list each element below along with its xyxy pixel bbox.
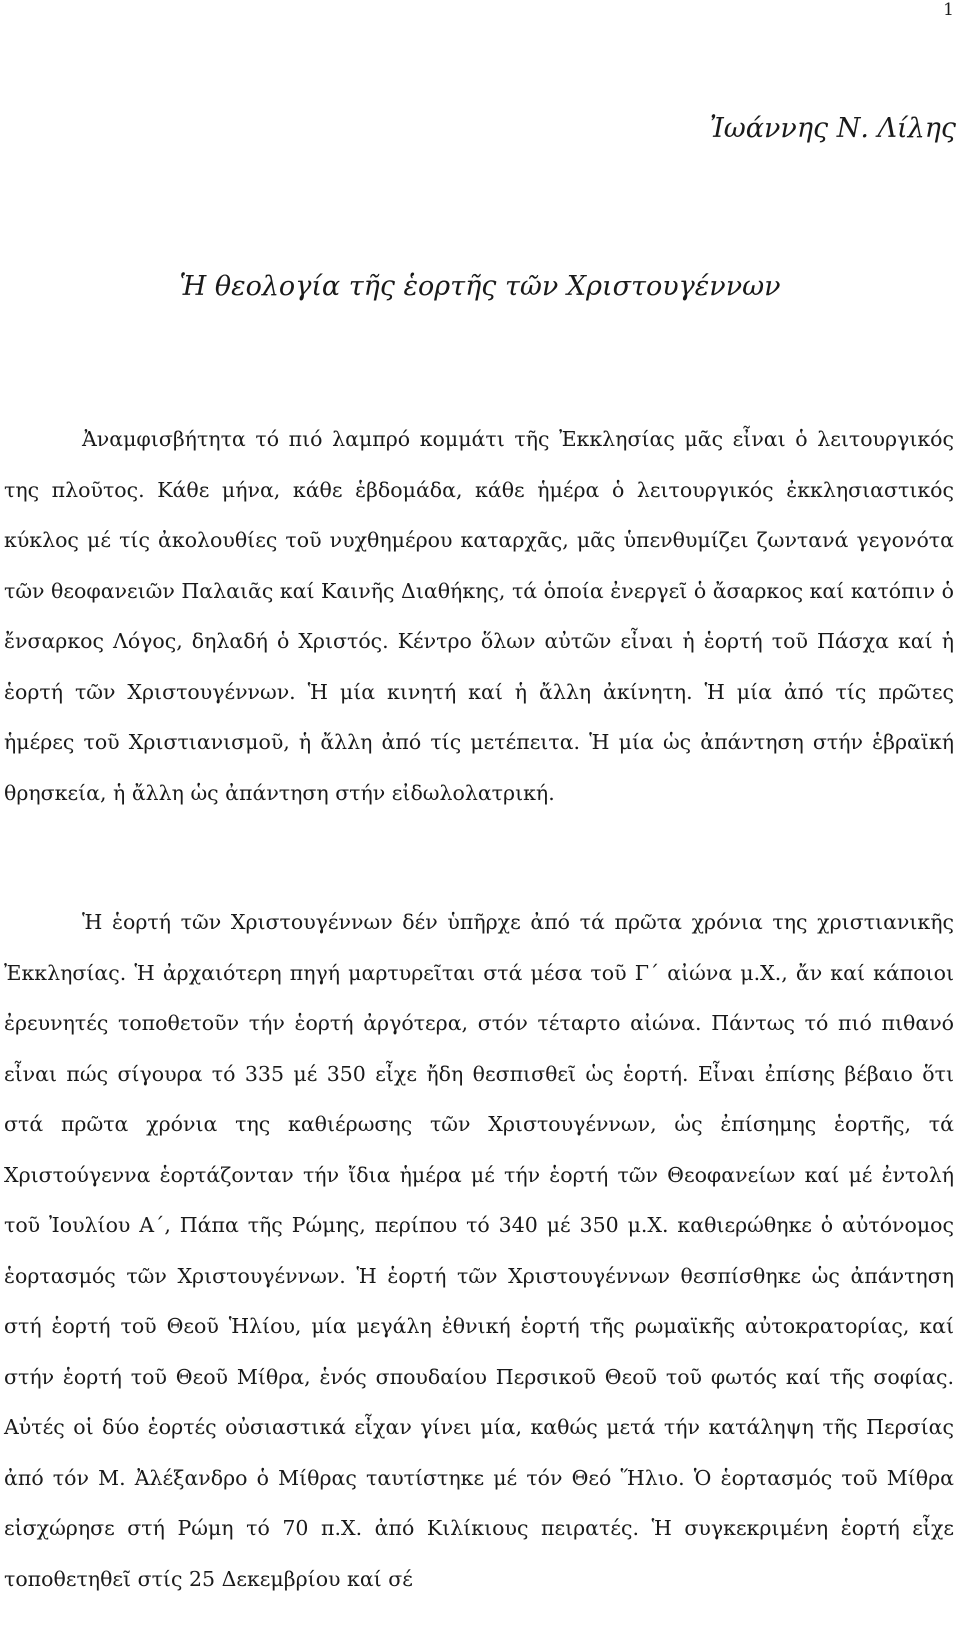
paragraph-2: Ἡ ἑορτή τῶν Χριστουγέννων δέν ὑπῆρχε ἀπό τά πρῶτα χρόνια της χριστιανικῆς Ἐκκλησίας. Ἡ ἀρχαιότερη πηγή μαρτυρεῖται στά μέσα τοῦ Γ΄ αἰώνα μ.Χ., ἄν καί κάποιοι ἐρευνητές τοποθετοῦν τήν ἑορτή ἀργότερα, στόν τέταρτο αἰώνα. Πάντως τό πιό πιθανό εἶναι πώς σίγουρα τό 335 μέ 350 εἶχε ἤδη θεσπισθεῖ ὡς ἑορτή. Εἶναι ἐπίσης βέβαιο ὅτι στά πρῶτα χρόνια της καθιέρωσης τῶν Χριστουγέννων, ὡς ἐπίσημης ἑορτῆς, τά Χριστούγεννα ἑορτάζονταν τήν ἴδια ἡμέρα μέ τήν ἑορτή τῶν Θεοφανείων καί μέ ἐντολή τοῦ Ἰουλίου Α΄, Πάπα τῆς Ρώμης, περίπου τό 340 μέ 350 μ.Χ. καθιερώθηκε ὁ αὐτόνομος ἑορτασμός τῶν Χριστουγέννων. Ἡ ἑορτή τῶν Χριστουγέννων θεσπίσθηκε ὡς ἀπάντηση στή ἑορτή τοῦ Θεοῦ Ἡλίου, μία μεγάλη ἐθνική ἑορτή τῆς ρωμαϊκῆς αὐτοκρατορίας, καί στήν ἑορτή τοῦ Θεοῦ Μίθρα, ἑνός σπουδαίου Περσικοῦ Θεοῦ τοῦ φωτός καί τῆς σοφίας. Αὐτές οἱ δύο ἑορτές οὐσιαστικά εἶχαν γίνει μία, καθώς μετά τήν κατάληψη τῆς Περσίας ἀπό τόν Μ. Ἀλέξανδρο ὁ Μίθρας ταυτίστηκε μέ τόν Θεό Ἥλιο. Ὁ ἑορτασμός τοῦ Μίθρα εἰσχώρησε στή Ρώμη τό 70 π.Χ. ἀπό Κιλίκιους πειρατές. Ἡ συγκεκριμένη ἑορτή εἶχε τοποθετηθεῖ στίς 25 Δεκεμβρίου καί σέ	[4, 910, 954, 1591]
paragraph-1: Ἀναμφισβήτητα τό πιό λαμπρό κομμάτι τῆς Ἐκκλησίας μᾶς εἶναι ὁ λειτουργικός της πλοῦτος. Κάθε μήνα, κάθε ἑβδομάδα, κάθε ἡμέρα ὁ λειτουργικός ἐκκλησιαστικός κύκλος μέ τίς ἀκολουθίες τοῦ νυχθημέρου καταρχᾶς, μᾶς ὑπενθυμίζει ζωντανά γεγονότα τῶν θεοφανειῶν Παλαιᾶς καί Καινῆς Διαθήκης, τά ὁποία ἐνεργεῖ ὁ ἄσαρκος καί κατόπιν ὁ ἔνσαρκος Λόγος, δηλαδή ὁ Χριστός. Κέντρο ὅλων αὐτῶν εἶναι ἡ ἑορτή τοῦ Πάσχα καί ἡ ἑορτή τῶν Χριστουγέννων. Ἡ μία κινητή καί ἡ ἄλλη ἀκίνητη. Ἡ μία ἀπό τίς πρῶτες ἡμέρες τοῦ Χριστιανισμοῦ, ἡ ἄλλη ἀπό τίς μετέπειτα. Ἡ μία ὡς ἀπάντηση στήν ἑβραϊκή θρησκεία, ἡ ἄλλη ὡς ἀπάντηση στήν εἰδωλολατρική.	[4, 427, 954, 805]
page-number: 1	[943, 0, 954, 20]
document-title: Ἡ θεολογία τῆς ἑορτῆς τῶν Χριστουγέννων	[179, 271, 781, 302]
author-name: Ἰωάννης Ν. Λίλης	[709, 113, 956, 144]
